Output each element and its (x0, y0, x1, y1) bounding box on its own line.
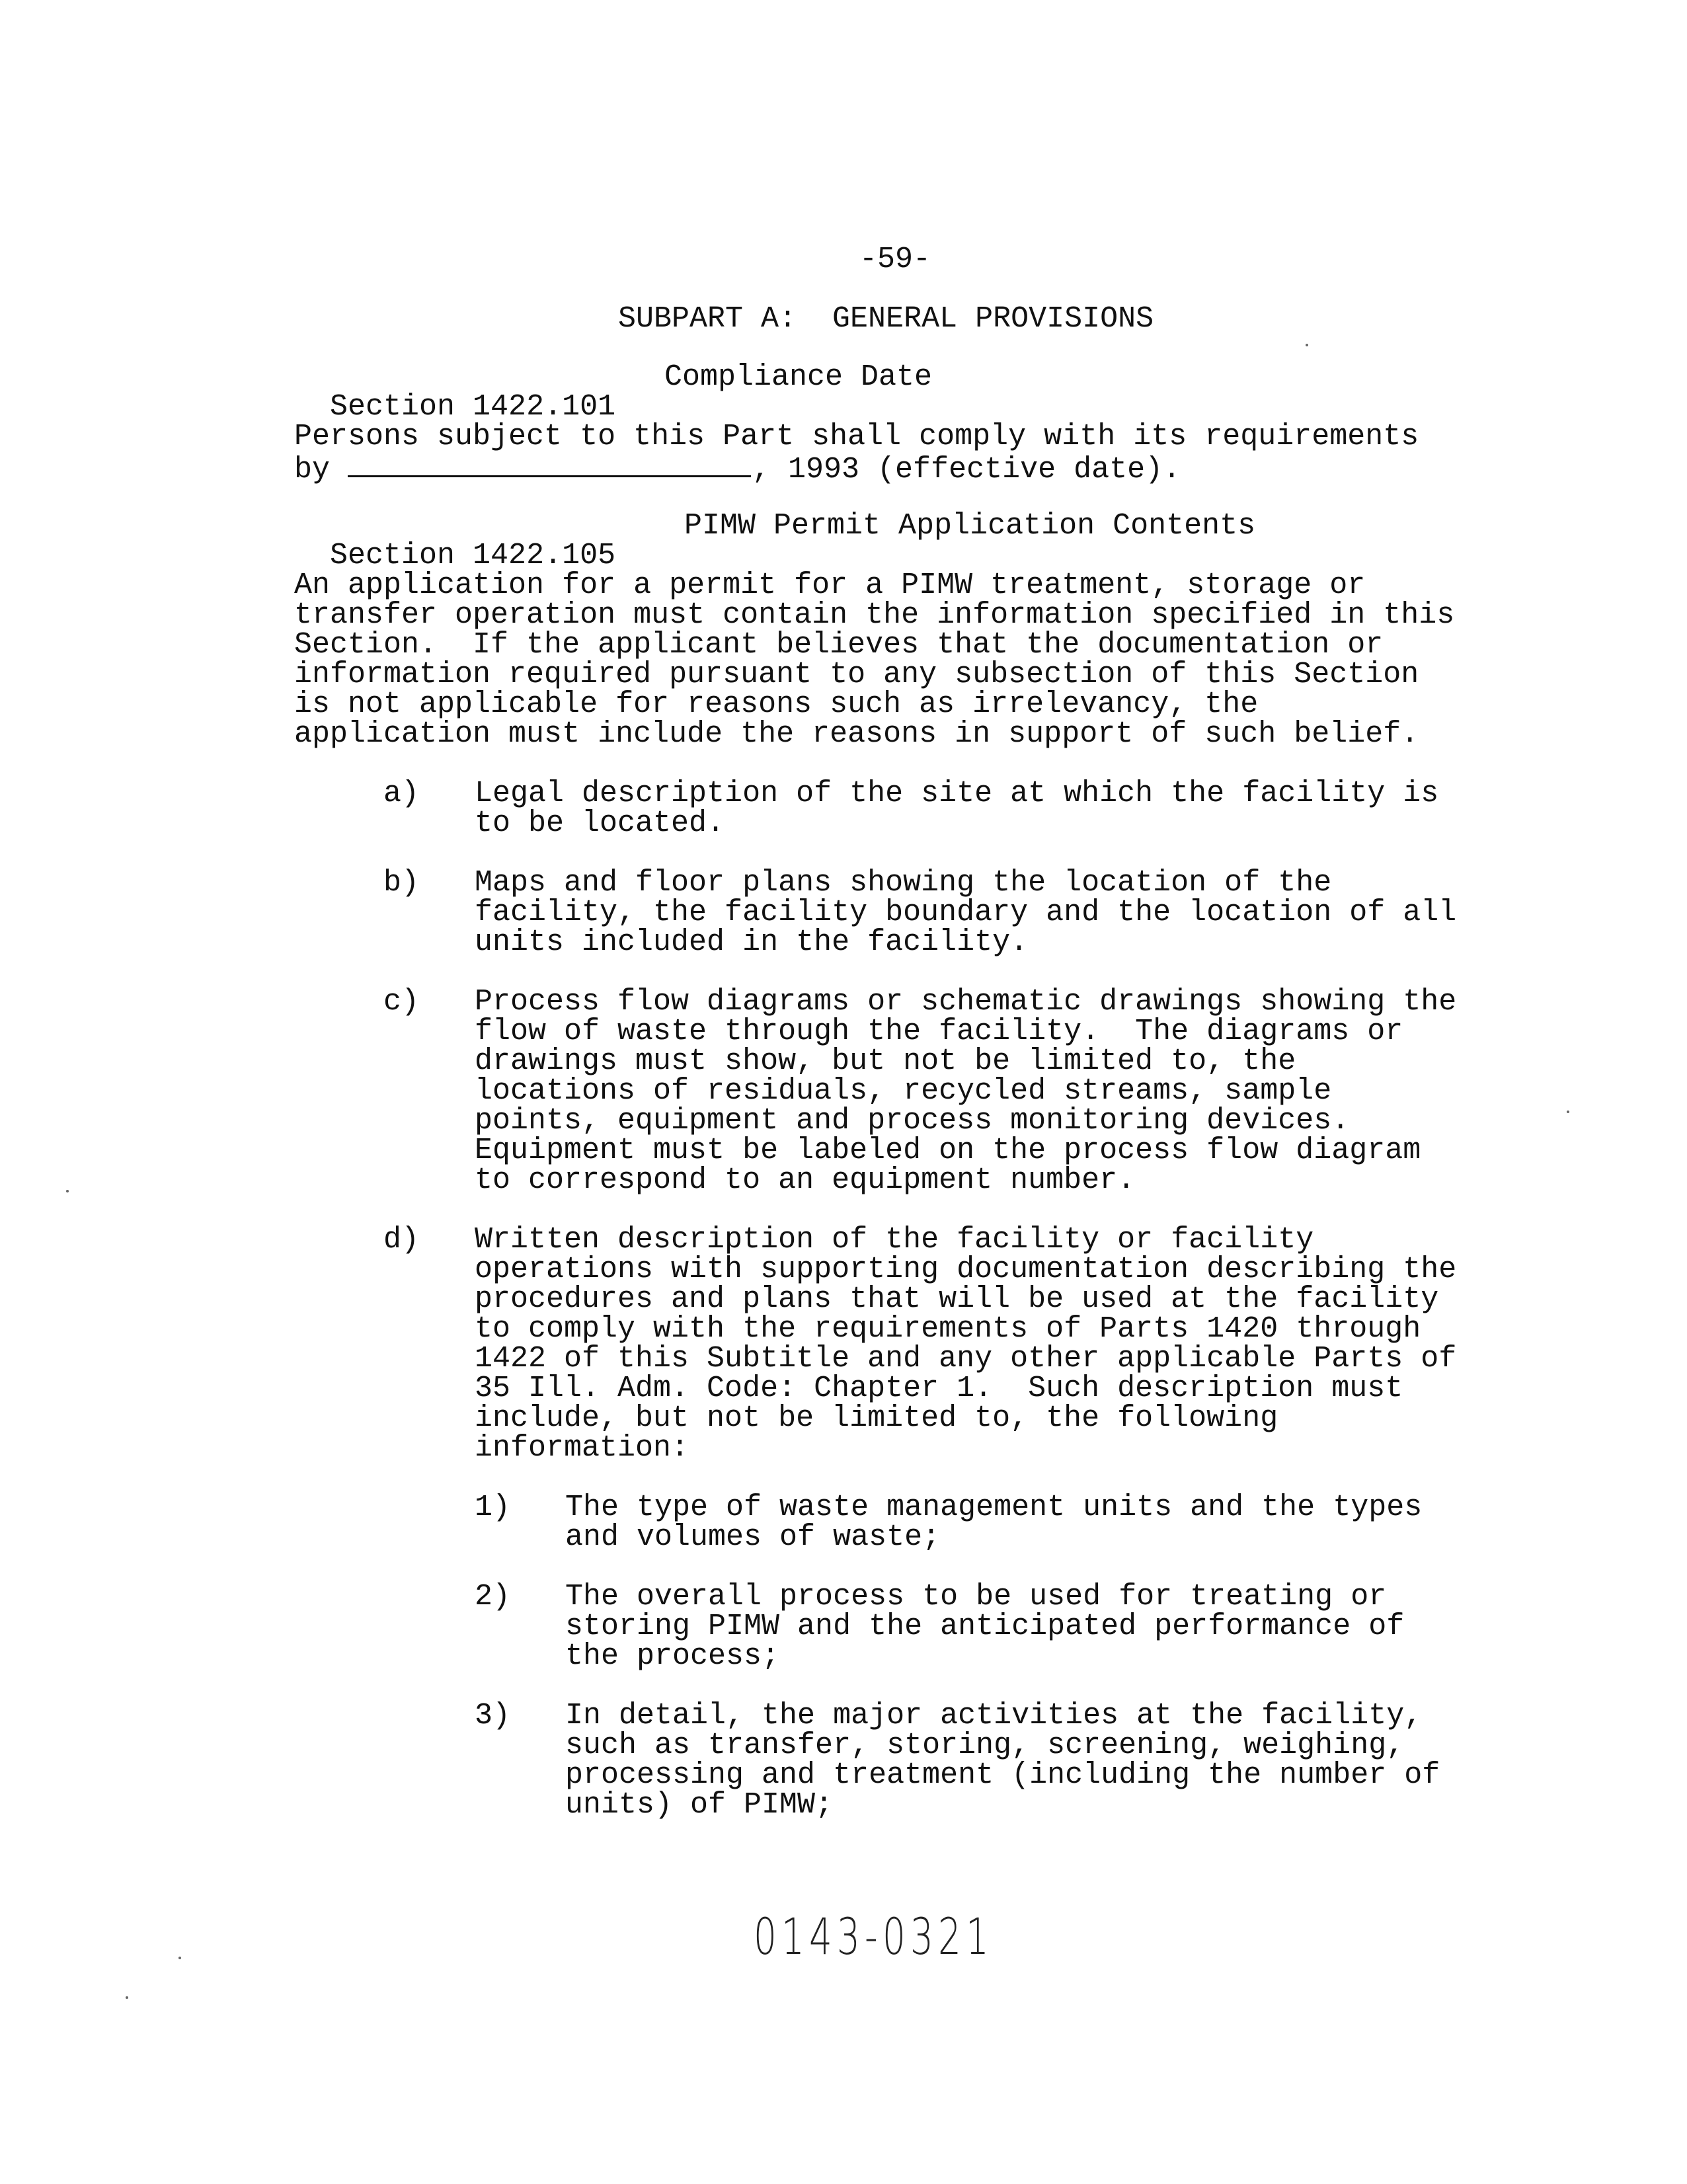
item-c-label: c) (383, 985, 420, 1019)
intro-line: An application for a permit for a PIMW treatment, storage or (294, 568, 1366, 602)
subitem-3-line: such as transfer, storing, screening, weighing, (565, 1729, 1405, 1762)
scan-speck (1567, 1111, 1569, 1113)
item-d-line: include, but not be limited to, the following (475, 1401, 1278, 1435)
item-b-line: Maps and floor plans showing the location of the (475, 866, 1332, 900)
item-c-line: points, equipment and process monitoring devices. (475, 1104, 1350, 1138)
compliance-by: by (294, 453, 348, 487)
subpart-heading: SUBPART A: GENERAL PROVISIONS (618, 302, 1154, 336)
compliance-paragraph-line-2 (294, 451, 1181, 485)
subitem-3-line: units) of PIMW; (565, 1788, 834, 1822)
intro-line: application must include the reasons in support of such belief. (294, 717, 1419, 751)
page-number: -59- (859, 243, 931, 276)
item-d-line: to comply with the requirements of Parts 1420 through (475, 1312, 1421, 1346)
item-c-line: drawings must show, but not be limited to, the (475, 1044, 1296, 1078)
subitem-2-line: the process; (565, 1639, 780, 1673)
document-stamp: 0143-0321 (754, 1907, 994, 1966)
item-c-line: locations of residuals, recycled streams, sample (475, 1074, 1332, 1108)
item-d-line: operations with supporting documentation describing the (475, 1253, 1457, 1286)
compliance-paragraph-line-1: Persons subject to this Part shall comply with its requirements (294, 420, 1419, 453)
item-d-line: Written description of the facility or facility (475, 1223, 1314, 1257)
subitem-1-line: and volumes of waste; (565, 1520, 941, 1554)
item-a-line: Legal description of the site at which the facility is (475, 777, 1439, 810)
scan-speck (1306, 344, 1308, 346)
item-d-line: 35 Ill. Adm. Code: Chapter 1. Such description must (475, 1372, 1403, 1405)
intro-line: Section. If the applicant believes that the documentation or (294, 628, 1384, 662)
item-b-line: units included in the facility. (475, 925, 1029, 959)
subitem-1-line: The type of waste management units and the types (565, 1491, 1423, 1524)
item-d-label: d) (383, 1223, 420, 1257)
item-c-line: Equipment must be labeled on the process flow diagram (475, 1134, 1421, 1167)
subitem-1-label: 1) (475, 1491, 511, 1524)
item-d-line: procedures and plans that will be used at the facility (475, 1282, 1439, 1316)
item-a-line: to be located. (475, 806, 725, 840)
item-c-line: to correspond to an equipment number. (475, 1163, 1136, 1197)
subitem-3-line: processing and treatment (including the number of (565, 1758, 1440, 1792)
section-title: Compliance Date (664, 360, 933, 394)
item-c-line: Process flow diagrams or schematic drawings showing the (475, 985, 1457, 1019)
item-d-line: information: (475, 1431, 689, 1465)
scan-speck (66, 1190, 69, 1192)
item-c-line: flow of waste through the facility. The diagrams or (475, 1015, 1403, 1048)
item-b-label: b) (383, 866, 420, 900)
subitem-3-line: In detail, the major activities at the facility, (565, 1699, 1423, 1733)
item-d-line: 1422 of this Subtitle and any other applicable Parts of (475, 1342, 1457, 1376)
subitem-2-line: The overall process to be used for treating or (565, 1580, 1387, 1614)
intro-line: information required pursuant to any subsection of this Section (294, 658, 1419, 691)
section-number: Section 1422.101 (330, 390, 616, 424)
subitem-2-line: storing PIMW and the anticipated performance of (565, 1610, 1405, 1643)
compliance-effective-date: , 1993 (effective date). (752, 453, 1181, 487)
scan-speck (126, 1996, 128, 1999)
subitem-3-label: 3) (475, 1699, 511, 1733)
effective-date-blank (348, 451, 751, 477)
subitem-2-label: 2) (475, 1580, 511, 1614)
scan-speck (178, 1957, 181, 1959)
section-title: PIMW Permit Application Contents (684, 509, 1256, 543)
item-b-line: facility, the facility boundary and the location of all (475, 896, 1457, 929)
section-number: Section 1422.105 (330, 539, 616, 572)
item-a-label: a) (383, 777, 420, 810)
intro-line: transfer operation must contain the information specified in this (294, 598, 1455, 632)
intro-line: is not applicable for reasons such as irrelevancy, the (294, 687, 1259, 721)
